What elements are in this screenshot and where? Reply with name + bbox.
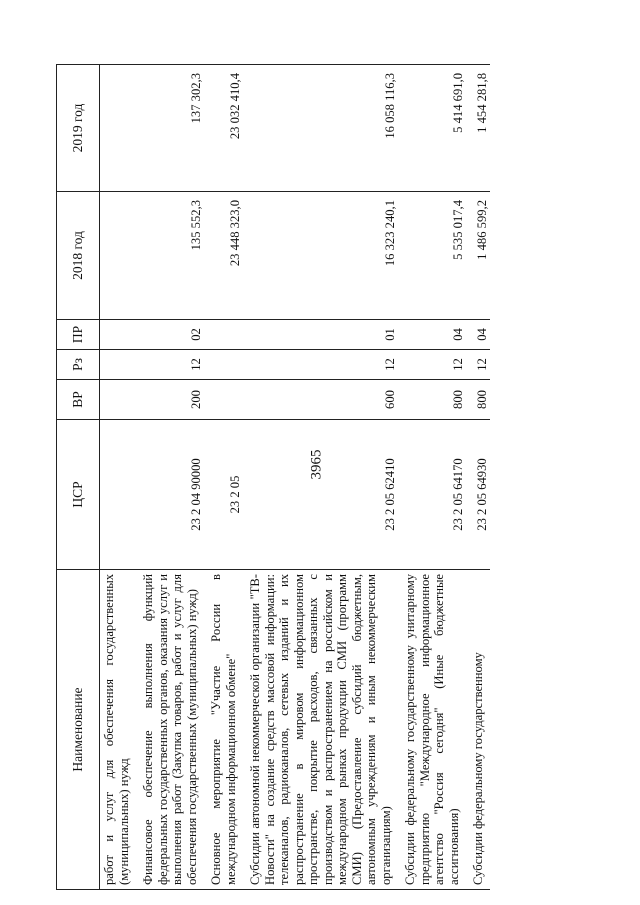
row-vr: 800 [397,380,465,420]
row-vr: 800 [465,380,490,420]
row-csr: 23 2 05 [203,420,242,570]
header-csr: ЦСР [57,420,100,570]
header-vr: ВР [57,380,100,420]
row-2019 [100,65,136,192]
header-2018: 2018 год [57,192,100,320]
budget-table [56,64,490,890]
row-rz: 12 [397,350,465,380]
table-row [397,65,465,890]
row-2019: 137 302,3 [135,65,203,192]
row-csr: 23 2 05 64930 [465,420,490,570]
budget-table-rotated [56,65,601,890]
row-name: Субсидии федеральному государственному [465,570,490,890]
table-row [242,65,397,890]
row-name: Субсидии федеральному государственному унитарному предприятию "Международное информационное агентство "Россия сегодня" (Иные бюджетные ассигнования) [397,570,465,890]
row-2019: 5 414 691,0 [397,65,465,192]
row-2018: 23 448 323,0 [203,192,242,320]
row-name: Субсидии автономной некоммерческой организации "ТВ-Новости" на создание средств массовой информации: телеканалов, радиоканалов, сетевых изданий и их распространение в мировом информационном пространстве, покрытие расходов, связанных с производством и распространением на российском и международном рынках продукции СМИ (программ СМИ) (Предоставление субсидий бюджетным, автономным учреждениям и иным некоммерческим организациям) [242,570,397,890]
row-name: Основное мероприятие "Участие России в международном информационном обмене" [203,570,242,890]
table-row [135,65,203,890]
header-rz: Рз [57,350,100,380]
row-csr: 23 2 04 90000 [135,420,203,570]
row-pr [203,320,242,350]
row-vr [100,380,136,420]
row-csr [100,420,136,570]
row-2018: 16 323 240,1 [242,192,397,320]
table-header-row [57,65,100,890]
page-number: 3965 [308,449,325,480]
row-rz [100,350,136,380]
row-pr: 04 [465,320,490,350]
row-csr: 23 2 05 64170 [397,420,465,570]
row-2019: 1 454 281,8 [465,65,490,192]
row-2018 [100,192,136,320]
row-pr: 02 [135,320,203,350]
row-2018: 135 552,3 [135,192,203,320]
row-rz: 12 [465,350,490,380]
header-name: Наименование [57,570,100,890]
row-pr [100,320,136,350]
row-2018: 1 486 599,2 [465,192,490,320]
row-pr: 01 [242,320,397,350]
row-rz: 12 [242,350,397,380]
row-rz: 12 [135,350,203,380]
header-2019: 2019 год [57,65,100,192]
row-2018: 5 535 017,4 [397,192,465,320]
table-row [465,65,490,890]
row-2019: 16 058 116,3 [242,65,397,192]
row-name: работ и услуг для обеспечения государственных (муниципальных) нужд [100,570,136,890]
row-name: Финансовое обеспечение выполнения функций федеральных государственных органов, оказания услуг и выполнения работ (Закупка товаров, работ и услуг для обеспечения государственных (муниципальных) нужд) [135,570,203,890]
table-row [100,65,136,890]
row-vr [203,380,242,420]
row-2019: 23 032 410,4 [203,65,242,192]
row-vr: 600 [242,380,397,420]
row-vr: 200 [135,380,203,420]
row-pr: 04 [397,320,465,350]
header-pr: ПР [57,320,100,350]
row-rz [203,350,242,380]
table-row [203,65,242,890]
row-csr: 23 2 05 62410 [242,420,397,570]
